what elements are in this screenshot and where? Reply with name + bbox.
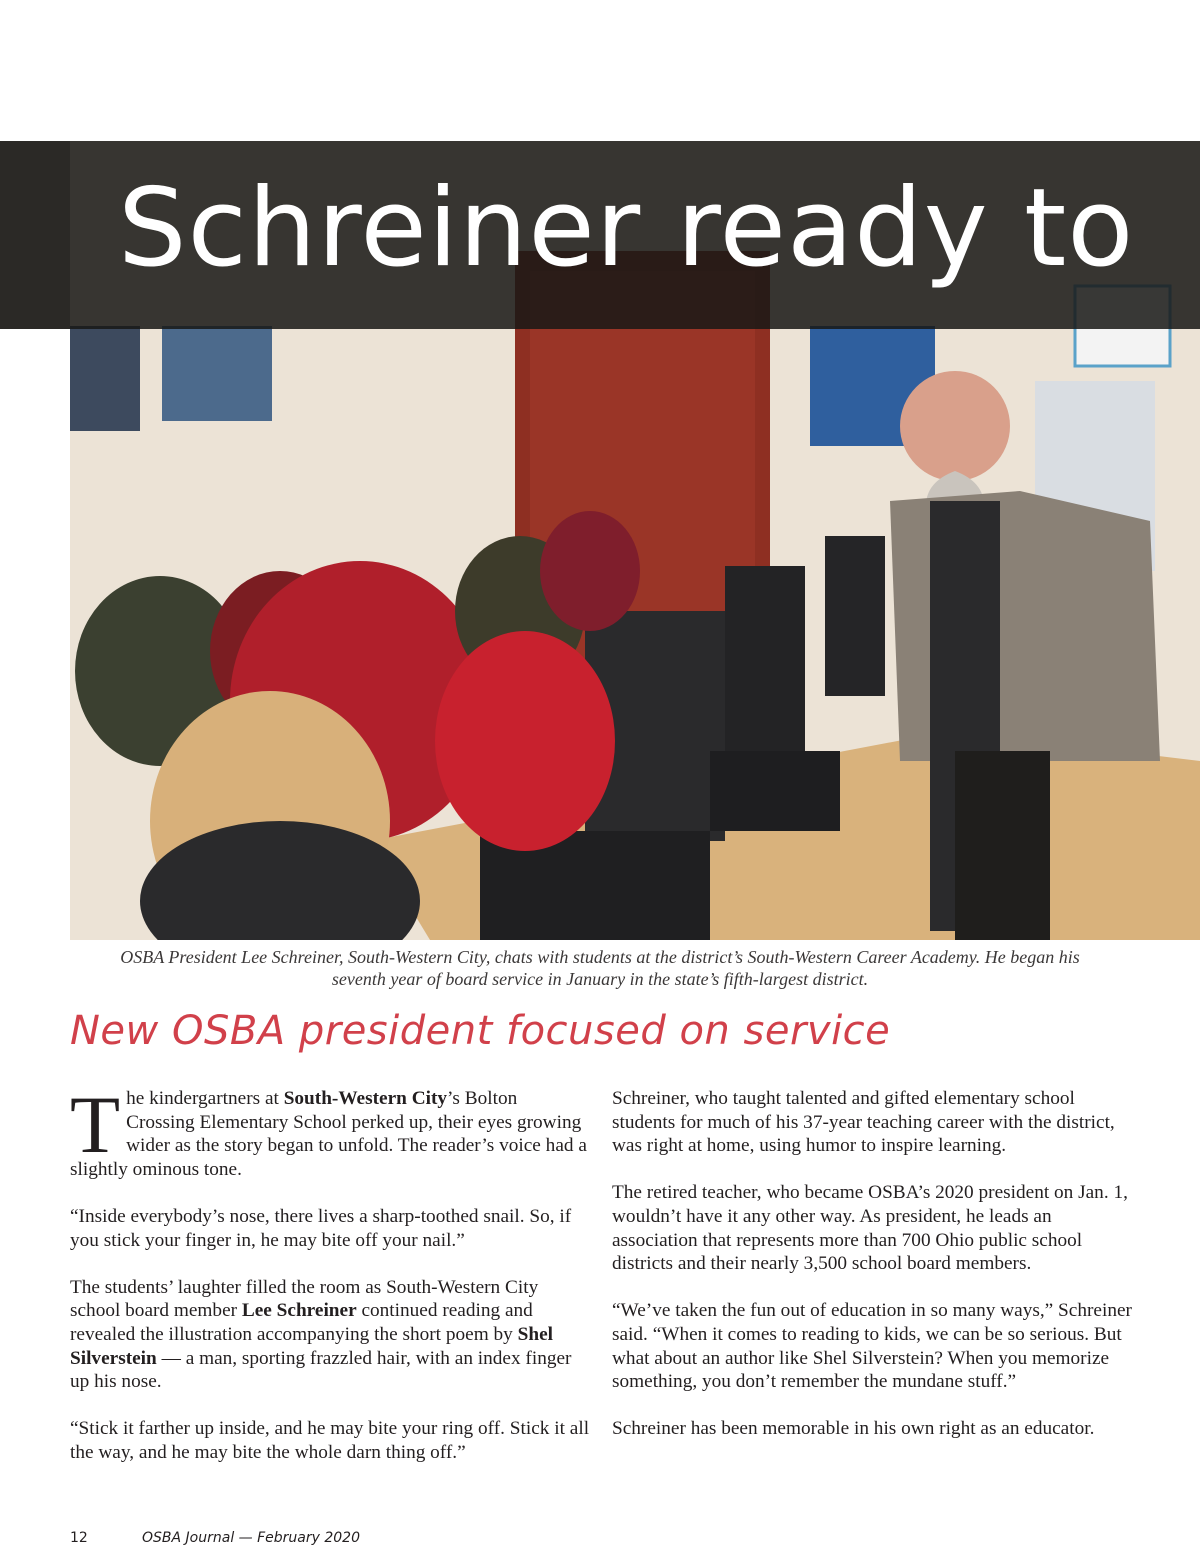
paragraph: “Stick it farther up inside, and he may bite your ring off. Stick it all the way, and he may bite the whole darn thing off.” [70,1418,590,1463]
caption-line-1: OSBA President Lee Schreiner, South-Western City, chats with students at the district’s South-Western Career Academy. He began his [120,947,1080,967]
caption-line-2: seventh year of board service in January in the state’s fifth-largest district. [331,969,869,989]
article-column-right [612,1087,1132,1465]
headline-band-cap [0,141,70,329]
article-column-left [70,1079,590,1488]
paragraph: Schreiner has been memorable in his own right as an educator. [612,1418,1095,1440]
paragraph [70,1079,590,1181]
page-number: 12 [70,1530,88,1546]
paragraph: “Inside everybody’s nose, there lives a sharp-toothed snail. So, if you stick your finger in, he may bite off your nail.” [70,1205,572,1251]
paragraph: Schreiner, who taught talented and gifted elementary school students for much of his 37-year teaching career with the district, was right at home, using humor to inspire learning. [612,1088,1115,1157]
text-run: he kindergartners at [126,1088,284,1109]
paragraph: The retired teacher, who became OSBA’s 2020 president on Jan. 1, wouldn’t have it any other way. As president, he leads an association that represents more than 700 Ohio public school districts and their nearly 3,500 school board members. [612,1182,1128,1275]
text-run: The students’ laughter filled the room as South-Western City school board member [70,1276,539,1322]
bold-name: Shel Silverstein [70,1323,553,1369]
bold-name: South-Western City [283,1088,448,1109]
photo-caption [70,946,1130,990]
text-run: ’s Bolton Crossing Elementary School perked up, their eyes growing wider as the story began to unfold. The reader’s voice had a slightly ominous tone. [70,1088,587,1180]
headline: Schreiner ready to [118,166,1135,291]
drop-cap: T [70,1079,121,1170]
text-run: continued reading and revealed the illustration accompanying the short poem by [70,1300,533,1345]
bold-name: Lee Schreiner [241,1300,357,1322]
paragraph [70,1276,590,1394]
publication-name: OSBA Journal — February 2020 [142,1530,360,1546]
paragraph: “We’ve taken the fun out of education in so many ways,” Schreiner said. “When it comes to reading to kids, we can be so serious. But what about an author like Shel Silverstein? When you memorize something, you don’t remember the mundane stuff.” [612,1300,1132,1393]
subheadline: New OSBA president focused on service [70,1008,891,1054]
text-run: — a man, sporting frazzled hair, with an index finger up his nose. [70,1347,572,1393]
